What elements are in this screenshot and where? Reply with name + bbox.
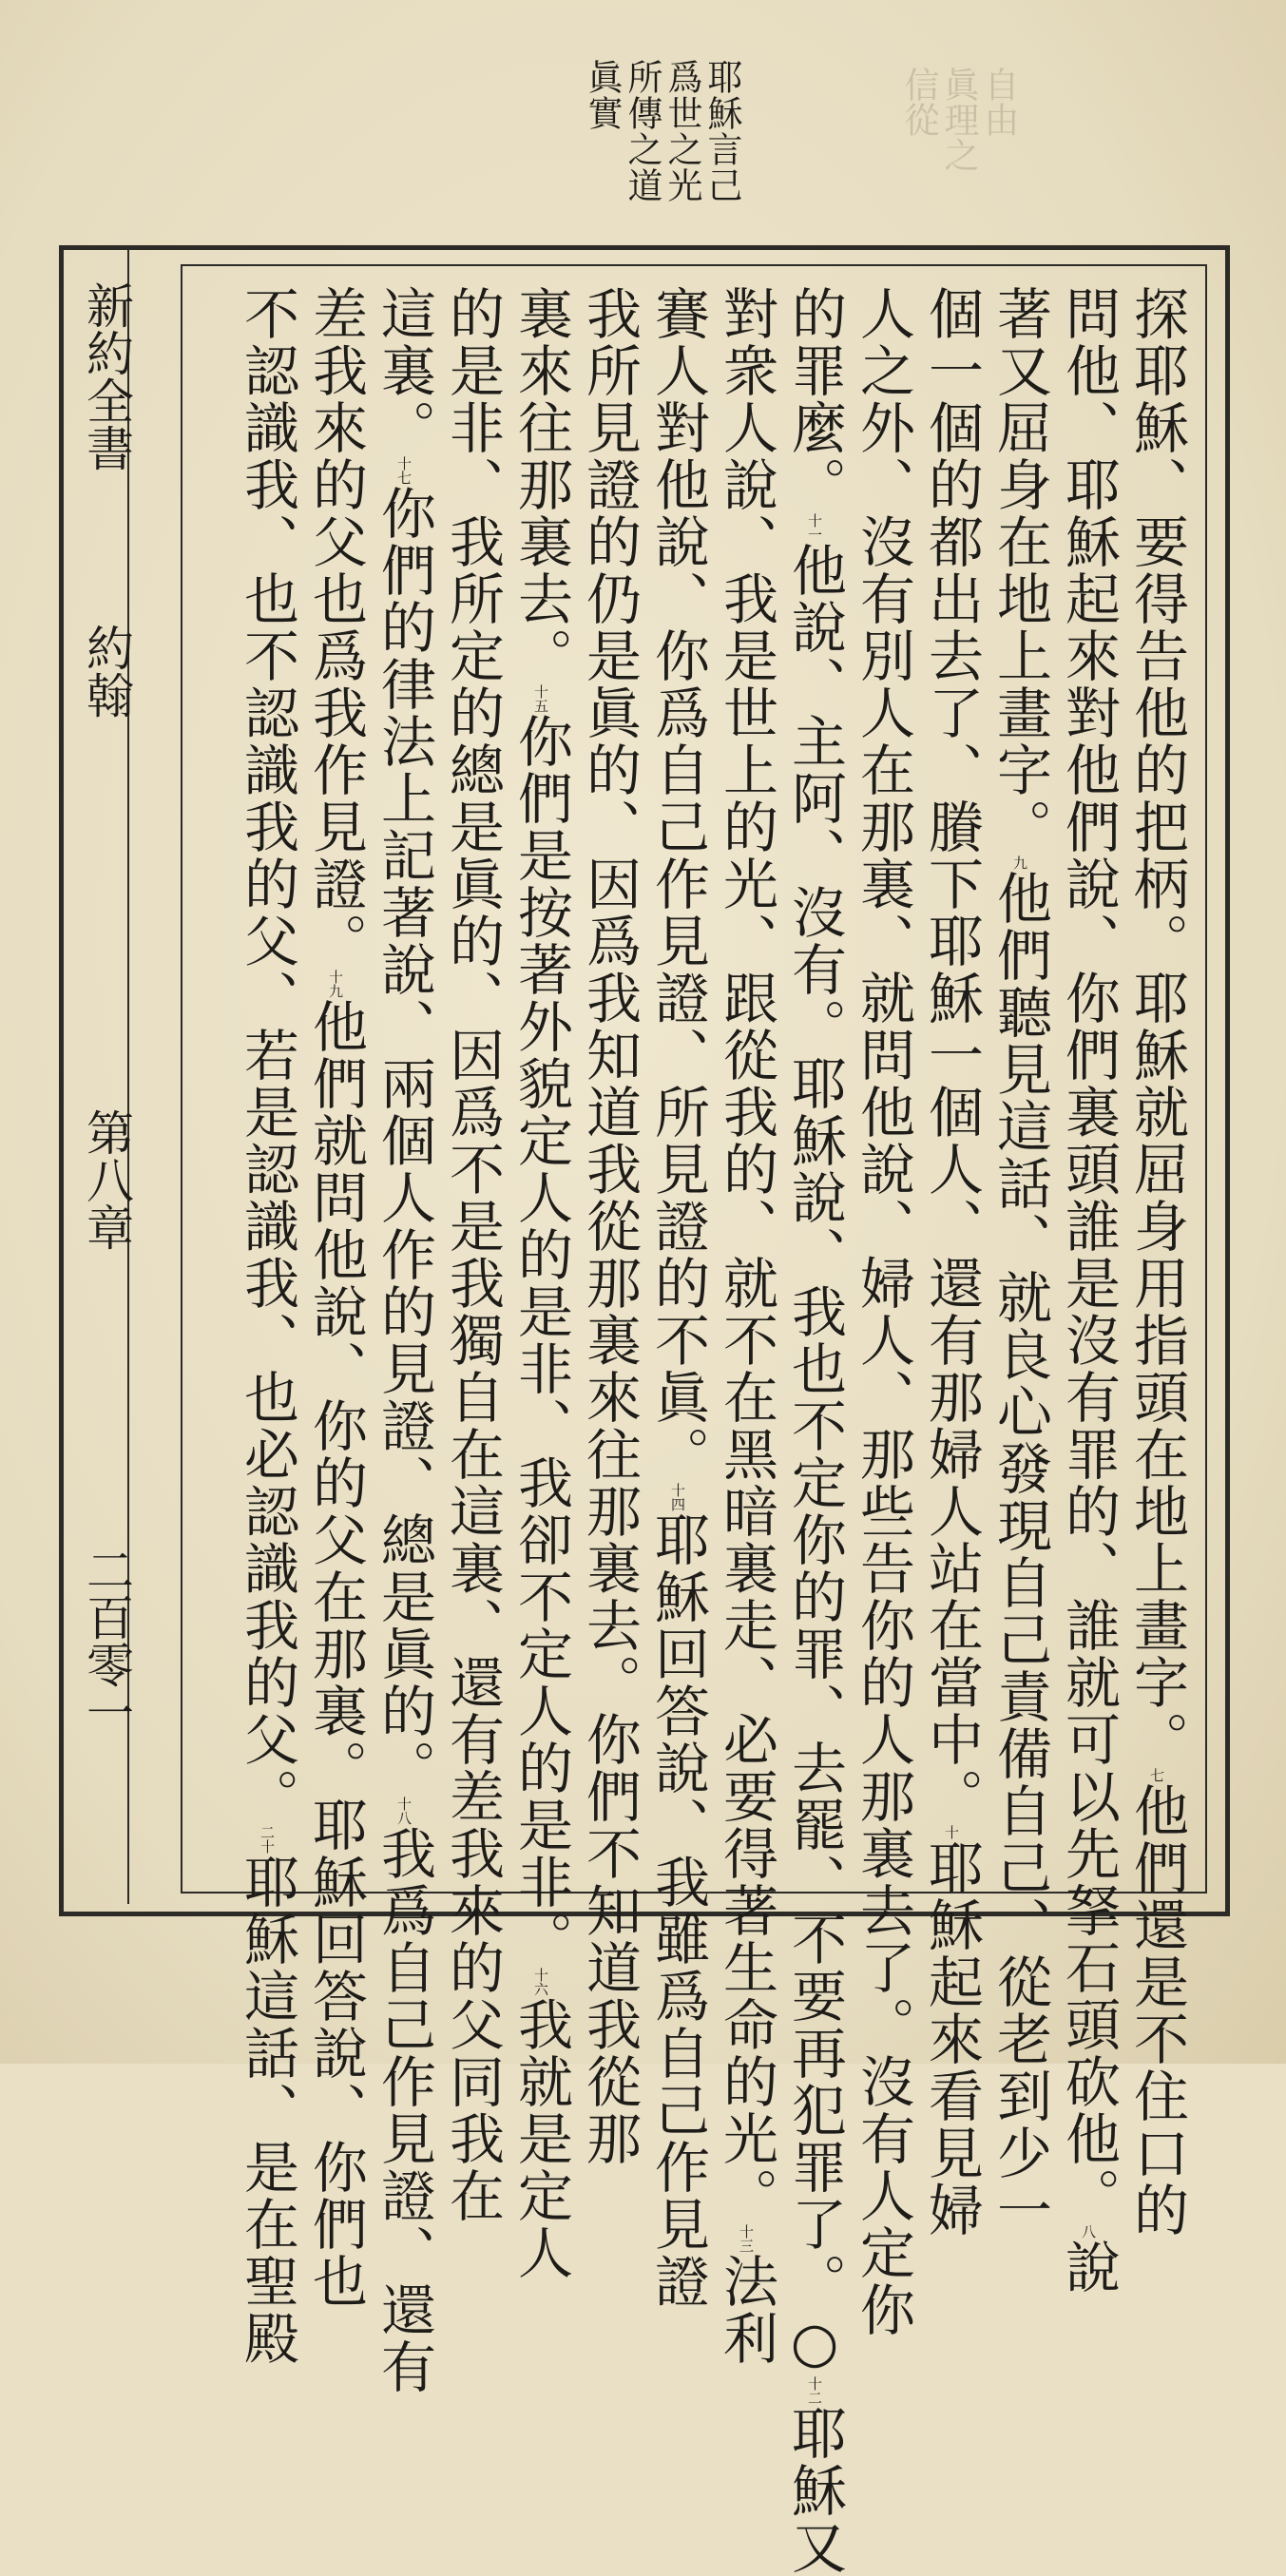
text-column [849, 285, 917, 2338]
text-segment: 他們聽見這話、就良心發現自己責備自己、從老到少一 [988, 870, 1052, 2239]
text-segment: 差我來的父也爲我作見證。 [303, 285, 368, 970]
text-segment: 探耶穌、要得告他的把柄。耶穌就屈身用指頭在地上畫字。 [1124, 285, 1189, 1768]
text-segment: 問他、耶穌起來對他們說、你們裏頭誰是沒有罪的、誰就可以先拏石頭砍他。 [1056, 285, 1121, 2224]
verse-number: 八 [1080, 2224, 1097, 2239]
verse-number: 九 [1011, 855, 1028, 870]
headnote-line-4: 眞實 [582, 59, 623, 131]
text-segment: 的罪麼。 [782, 285, 847, 513]
text-segment: 我爲自己作見證、還有 [372, 1825, 436, 2395]
text-segment: 對衆人說、我是世上的光、跟從我的、就不在黑暗裏走、必要得著生命的光。 [714, 285, 778, 2224]
text-segment: 我所見證的仍是眞的、因爲我知道我從那裏來往那裏去。你們不知道我從那 [577, 285, 642, 2167]
verse-number: 二十 [259, 1825, 276, 1854]
headnote-line-2: 爲世之光 [662, 59, 702, 203]
running-header [72, 281, 134, 1897]
text-segment: 耶穌又 [782, 2405, 847, 2576]
text-segment: 說 [1056, 2239, 1121, 2296]
book-title: 新約全書 [79, 281, 134, 471]
text-column [917, 285, 986, 2239]
text-segment: 人之外、沒有別人在那裏、就問他說、婦人、那些告你的人那裏去了。沒有人定你 [851, 285, 915, 2338]
text-segment: 你們的律法上記著說、兩個人作的見證、總是眞的。 [372, 485, 436, 1797]
text-segment: 耶穌起來看見婦 [919, 1839, 984, 2239]
text-segment: 你們是按著外貌定人的是非、我卻不定人的是非。 [509, 713, 573, 1968]
text-segment: 他們就問他說、你的父在那裏。耶穌回答說、你們也 [303, 998, 368, 2310]
text-column [233, 285, 301, 2367]
verse-number: 十六 [532, 1968, 549, 1996]
verse-number: 十三 [738, 2224, 755, 2253]
text-column [370, 285, 438, 2395]
headnote-line-1: 耶穌言己 [701, 59, 742, 203]
text-segment: 裏來往那裏去。 [509, 285, 573, 684]
text-segment: 這裏。 [372, 285, 436, 456]
ghost-line-3: 信從 [898, 67, 939, 137]
text-segment: 不認識我、也不認識我的父、若是認識我、也必認識我的父。 [235, 285, 299, 1825]
text-column [780, 285, 849, 2576]
text-column [1123, 285, 1191, 2239]
margin-headnote [582, 59, 741, 249]
text-segment: 耶穌這話、是在聖殿 [235, 1854, 299, 2367]
headnote-line-3: 所傳之道 [622, 59, 662, 203]
text-segment: 的是非、我所定的總是眞的、因爲不是我獨自在這裏、還有差我來的父同我在 [440, 285, 505, 2224]
text-column [507, 285, 575, 2281]
verse-number: 十四 [669, 1483, 686, 1511]
verse-number: 十七 [395, 456, 413, 485]
chapter-label: 第八章 [79, 1108, 134, 1251]
text-segment: 他說、主阿、沒有。耶穌說、我也不定你的罪、去罷、不要再犯罪了。○ [782, 542, 847, 2376]
verse-number: 十一 [806, 513, 823, 542]
text-column [643, 285, 712, 2310]
scripture-text [233, 285, 1191, 2576]
gospel-name: 約翰 [79, 624, 134, 719]
verse-number: 七 [1148, 1768, 1165, 1782]
text-column [438, 285, 507, 2224]
ghost-line-2: 眞理之 [938, 67, 979, 172]
text-column [712, 285, 780, 2367]
text-segment: 他們還是不住口的 [1124, 1782, 1189, 2239]
text-column [575, 285, 643, 2167]
text-column [1054, 285, 1123, 2296]
verse-number: 十二 [806, 2376, 823, 2405]
verse-number: 十八 [395, 1797, 413, 1825]
verse-number: 十 [943, 1825, 960, 1839]
bleed-through-text [898, 67, 1018, 247]
text-column [986, 285, 1054, 2239]
verse-number: 十五 [532, 684, 549, 713]
text-segment: 賽人對他說、你爲自己作見證、所見證的不眞。 [645, 285, 710, 1483]
text-column [301, 285, 370, 2310]
text-segment: 法利 [714, 2253, 778, 2367]
text-segment: 著又屈身在地上畫字。 [988, 285, 1052, 855]
text-segment: 我就是定人 [509, 1996, 573, 2281]
verse-number: 十九 [327, 970, 344, 998]
page-number: 二百零一 [79, 1546, 134, 1736]
text-segment: 耶穌回答說、我雖爲自己作見證 [645, 1511, 710, 2310]
text-segment: 個一個的都出去了、賸下耶穌一個人、還有那婦人站在當中。 [919, 285, 984, 1825]
ghost-line-1: 自由 [978, 67, 1019, 137]
